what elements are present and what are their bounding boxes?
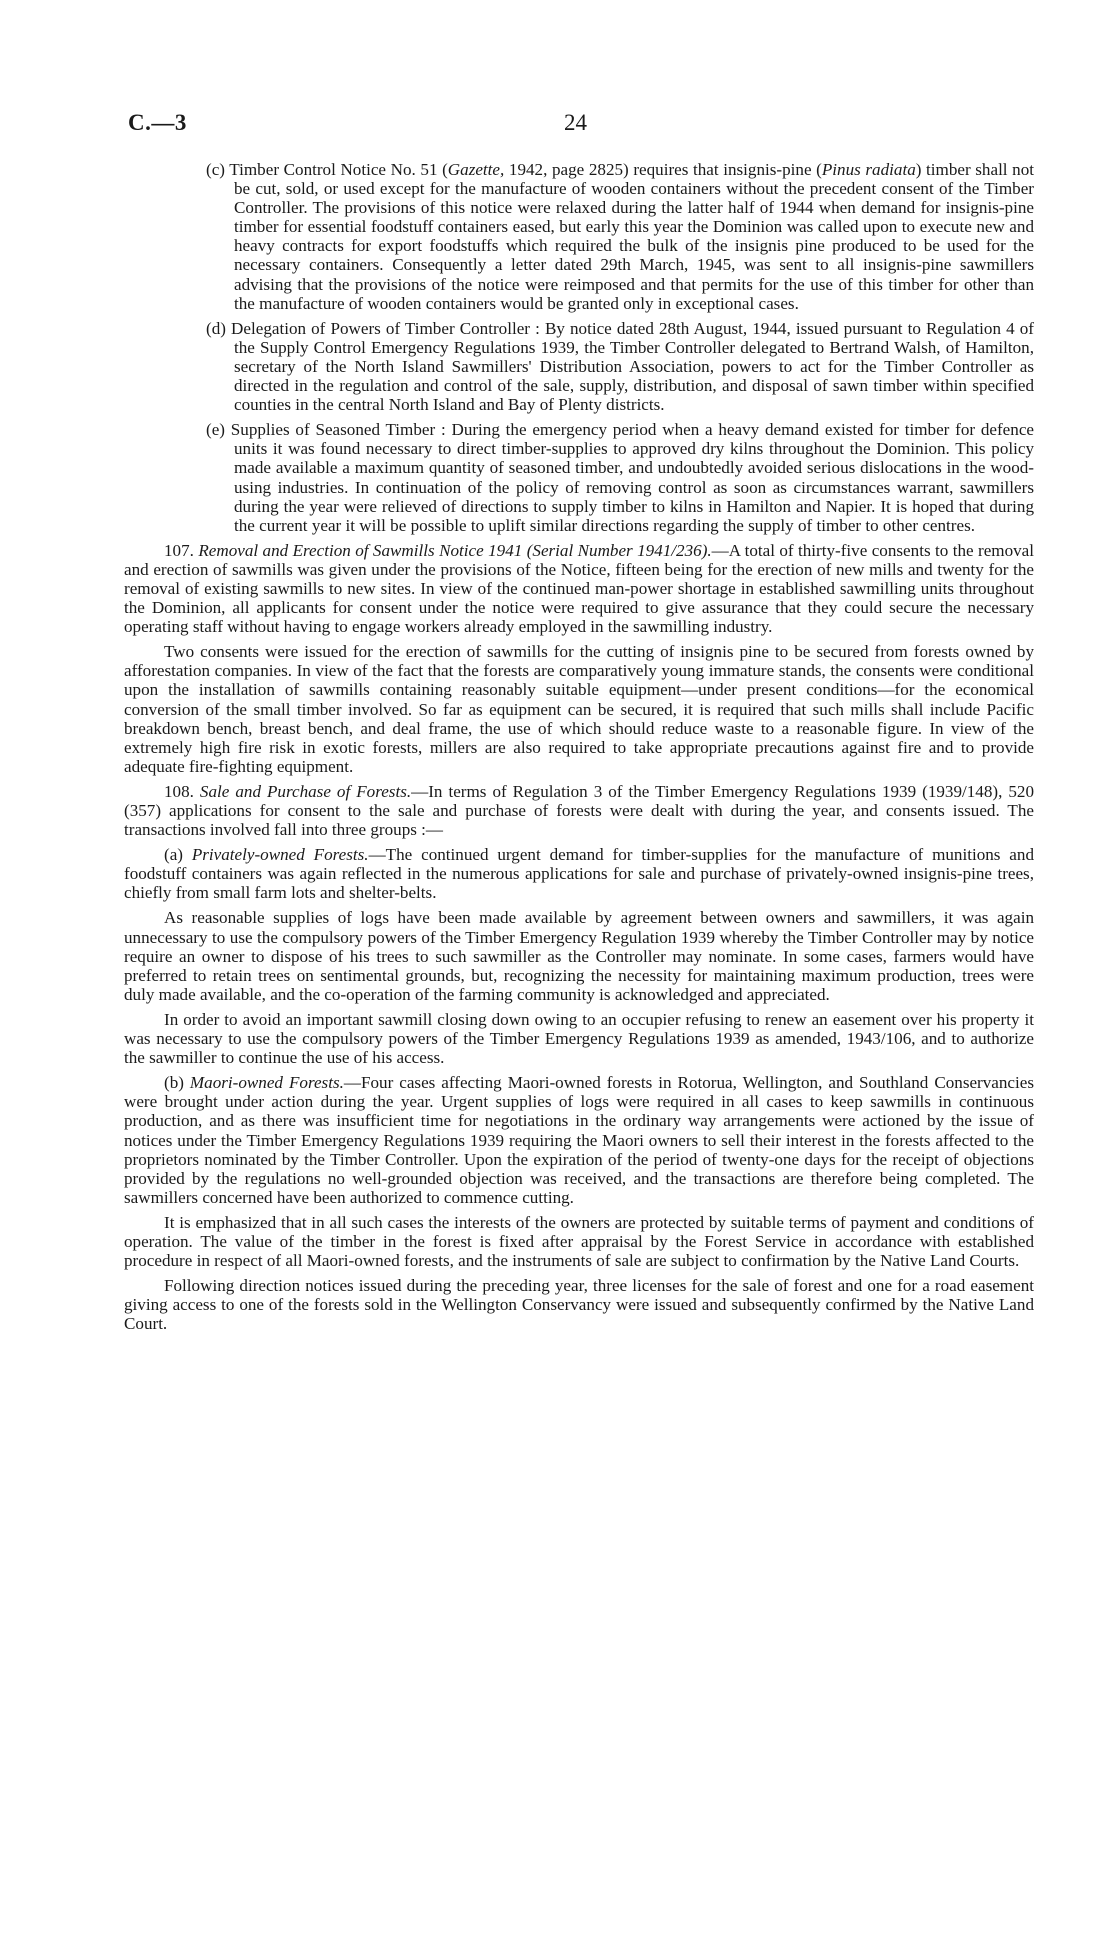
text-run: Supplies of Seasoned Timber : During the emergency period when a heavy demand existed for timber for defence units it was found necessary to direct timber-supplies to approved dry kilns throughout the Dominion. This policy made available a maximum quantity of seasoned timber, and undoubtedly avoided serious dislocations in the wood-using industries. In continuation of the policy of removing control as soon as circumstances warrant, sawmillers during the year were relieved of directions to supply timber to kilns in Hamilton and Napier. It is hoped that during the current year it will be possible to uplift similar directions regarding the supply of timber to other centres. [230,420,1034,535]
item-marker: (e) [206,420,225,440]
text-run: (b) [164,1073,190,1093]
subheading-italic: Maori-owned Forests. [189,1073,344,1093]
text-run: Timber Control Notice No. 51 ( [229,160,448,179]
text-run: 1942, page 2825) requires that insignis-pine ( [504,160,822,179]
text-run: It is emphasized that in all such cases the interests of the owners are protected by suitable terms of payment and conditions of operation. The value of the timber in the forest is fixed after appraisal by the Forest Service in accordance with established procedure in respect of all Maori-owned forests, and the instruments of sale are subject to confirmation by the Native Land Courts. [124,1212,1034,1271]
document-body [124,160,1034,1339]
section-heading-italic: Removal and Erection of Sawmills Notice 1941 (Serial Number 1941/236). [198,540,712,560]
list-item [124,160,1034,313]
paragraph [124,1010,1034,1067]
list-item [124,319,1034,414]
item-marker: (d) [206,318,226,338]
page-header [124,110,1034,140]
text-run: 107. [164,540,199,560]
text-run: As reasonable supplies of logs have been made available by agreement between owners and sawmillers, it was again unnecessary to use the compulsory powers of the Timber Emergency Regulation 1939 whereby the Timber Controller may by notice require an owner to dispose of his trees to such sawmiller as the Controller may nominate. In some cases, farmers would have preferred to retain trees on sentimental grounds, but, recognizing the necessity for maintaining maximum production, trees were duly made available, and the co-operation of the farming community is acknowledged and appreciated. [124,908,1034,1004]
text-run: —A total of thirty-five consents to the removal and erection of sawmills was given under the provisions of the Notice, fifteen being for the erection of new mills and twenty for the removal of existing sawmills to new sites. In view of the continued man-power shortage in established sawmilling units throughout the Dominion, all applicants for consent under the notice were required to give assurance that they could secure the necessary operating staff without having to engage workers already employed in the sawmilling industry. [124,540,1035,637]
paragraph [124,845,1034,902]
paragraph [124,1073,1034,1207]
text-run-italic: Pinus radiata [821,160,916,179]
paragraph [124,642,1034,776]
list-item [124,420,1034,535]
text-run: —In terms of Regulation 3 of the Timber Emergency Regulations 1939 (1939/148), 520 (357) applications for consent to the sale and purchase of forests were dealt with during the year, and consents issued. The transactions involved fall into three groups :— [124,781,1035,840]
section-heading-italic: Sale and Purchase of Forests. [199,781,412,801]
paragraph [124,1276,1034,1333]
paragraph [124,541,1034,636]
page-number: 24 [564,110,587,135]
paragraph [124,1213,1034,1270]
text-run: 108. [164,781,200,801]
text-run: In order to avoid an important sawmill closing down owing to an occupier refusing to renew an easement over his property it was necessary to use the compulsory powers of the Timber Emergency Regulations 1939 as amended, 1943/106, and to authorize the sawmiller to continue the use of his access. [124,1009,1034,1068]
report-reference: C.—3 [128,110,187,135]
text-run: Delegation of Powers of Timber Controller : By notice dated 28th August, 1944, issued pursuant to Regulation 4 of the Supply Control Emergency Regulations 1939, the Timber Controller delegated to Bertrand Walsh, of Hamilton, secretary of the North Island Sawmillers' Distribution Association, powers to act for the Timber Controller as directed in the regulation and control of the sale, supply, distribution, and disposal of sawn timber within specified counties in the central North Island and Bay of Plenty districts. [231,318,1034,415]
text-run: Following direction notices issued during the preceding year, three licenses for the sale of forest and one for a road easement giving access to one of the forests sold in the Wellington Conservancy were issued and subsequently confirmed by the Native Land Court. [124,1276,1034,1334]
subheading-italic: Privately-owned Forests. [191,845,369,865]
paragraph [124,908,1034,1003]
text-run-italic: Gazette, [447,160,505,179]
paragraph [124,782,1034,839]
text-run: ) timber shall not be cut, sold, or used except for the manufacture of wooden containers without the precedent consent of the Timber Controller. The provisions of this notice were relaxed during the latter half of 1944 when demand for insignis-pine timber for essential foodstuff containers eased, but early this year the Dominion was called upon to execute new and heavy contracts for export foodstuffs which required the bulk of the insignis pine produced to be used for the necessary containers. Consequently a letter dated 29th March, 1945, was sent to all insignis-pine sawmillers advising that the provisions of the notice were reimposed and that permits for the use of this timber for other than the manufacture of wooden containers would be granted only in exceptional cases. [234,160,1035,313]
text-run: —The continued urgent demand for timber-supplies for the manufacture of munitions and foodstuff containers was again reflected in the numerous applications for sale and purchase of privately-owned insignis-pine trees, chiefly from small farm lots and shelter-belts. [124,845,1034,903]
text-run: —Four cases affecting Maori-owned forests in Rotorua, Wellington, and Southland Conservancies were brought under action during the year. Urgent supplies of logs were required in all cases to keep sawmills in continuous production, and as there was insufficient time for negotiations in the ordinary way arrangements were actioned by the issue of notices under the Timber Emergency Regulations 1939 requiring the Maori owners to sell their interest in the forests affected to the proprietors nominated by the Timber Controller. Upon the expiration of the period of twenty-one days for the receipt of objections provided by the regulations no well-grounded objection was received, and the transactions are therefore being completed. The sawmillers concerned have been authorized to commence cutting. [124,1073,1035,1207]
text-run: Two consents were issued for the erection of sawmills for the cutting of insignis pine to be secured from forests owned by afforestation companies. In view of the fact that the forests are comparatively young immature stands, the consents were conditional upon the installation of sawmills containing reasonably suitable equipment—under present conditions—for the economical conversion of the small timber involved. So far as equipment can be secured, it is required that such mills shall include Pacific breakdown bench, breast bench, and deal frame, the use of which should reduce waste to a reasonable figure. In view of the extremely high fire risk in exotic forests, millers are also required to take appropriate precautions against fire and to provide adequate fire-fighting equipment. [124,642,1034,776]
text-run: (a) [164,845,192,865]
item-marker: (c) [206,160,225,179]
